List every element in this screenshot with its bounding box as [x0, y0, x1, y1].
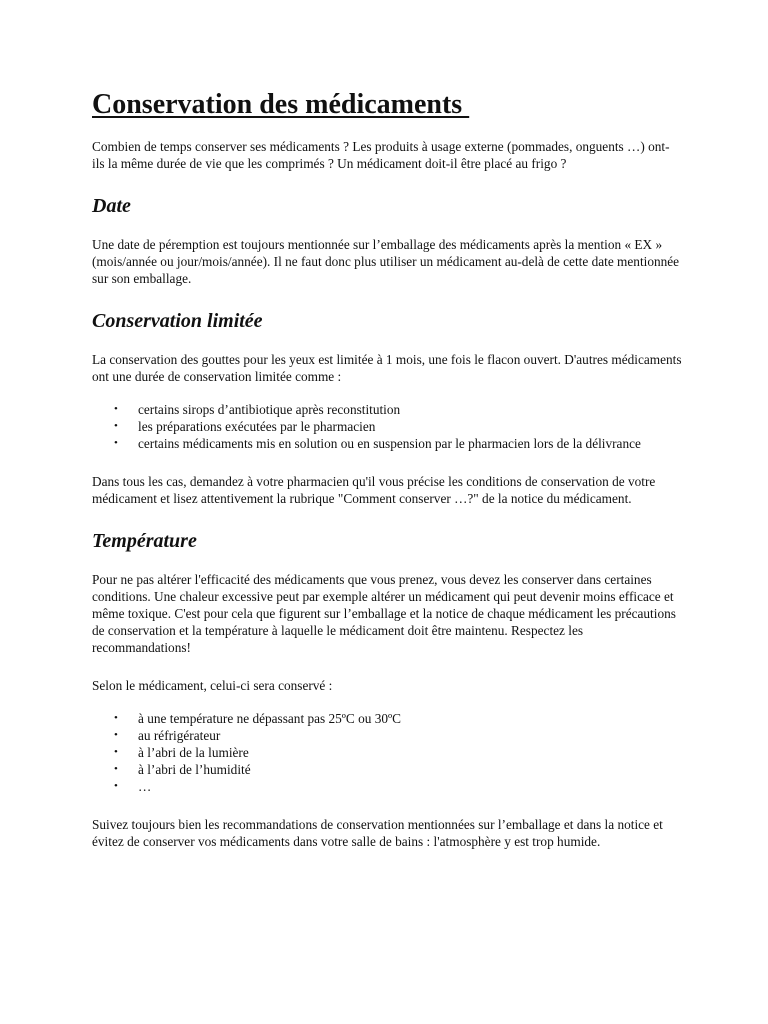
bullet-icon: • [114, 729, 118, 741]
document-page [92, 88, 682, 871]
list-item [114, 744, 682, 761]
list-item [114, 435, 682, 452]
intro-paragraph: Combien de temps conserver ses médicaments ? Les produits à usage externe (pommades, onguents …) ont-ils la même durée de vie que les comprimés ? Un médicament doit-il être placé au frigo ? [92, 139, 670, 171]
bullet-icon: • [114, 712, 118, 724]
bullet-icon: • [114, 420, 118, 432]
list-item-text: à une température ne dépassant pas 25ºC ou 30ºC [138, 711, 402, 726]
date-paragraph: Une date de péremption est toujours mentionnée sur l’emballage des médicaments après la mention « EX » (mois/année ou jour/mois/année). Il ne faut donc plus utiliser un médicament au-delà de cette date mentionnée sur son emballage. [92, 237, 680, 286]
temperature-paragraph-1: Pour ne pas altérer l'efficacité des médicaments que vous prenez, vous devez les conserver dans certaines conditions. Une chaleur excessive peut par exemple altérer un médicament qui peut devenir moins efficace et même toxique. C'est pour cela que figurent sur l’emballage et la notice de chaque médicament les précautions de conservation et la température à laquelle le médicament doit être maintenu. Respectez les recommandations! [92, 572, 676, 655]
list-item [114, 710, 682, 727]
list-item [114, 778, 682, 795]
list-item-text: … [138, 779, 152, 794]
list-item [114, 418, 682, 435]
bullet-icon: • [114, 780, 118, 792]
limitee-paragraph-1: La conservation des gouttes pour les yeux est limitée à 1 mois, une fois le flacon ouvert. D'autres médicaments ont une durée de conservation limitée comme : [92, 352, 682, 384]
temperature-bullet-list [92, 710, 682, 795]
limitee-paragraph-2: Dans tous les cas, demandez à votre pharmacien qu'il vous précise les conditions de conservation de votre médicament et lisez attentivement la rubrique "Comment conserver …?" de la notice du médicament. [92, 474, 656, 506]
temperature-paragraph-2: Selon le médicament, celui-ci sera conservé : [92, 678, 333, 693]
list-item-text: au réfrigérateur [138, 728, 221, 743]
section-heading-date: Date [92, 195, 131, 217]
temperature-paragraph-3: Suivez toujours bien les recommandations de conservation mentionnées sur l’emballage et dans la notice et évitez de conserver vos médicaments dans votre salle de bains : l'atmosphère y est trop humide. [92, 817, 663, 849]
section-heading-temperature: Température [92, 530, 197, 552]
bullet-icon: • [114, 403, 118, 415]
list-item [114, 761, 682, 778]
list-item-text: certains médicaments mis en solution ou en suspension par le pharmacien lors de la délivrance [138, 436, 641, 451]
limitee-bullet-list [92, 401, 682, 452]
section-heading-conservation-limitee: Conservation limitée [92, 310, 263, 332]
bullet-icon: • [114, 763, 118, 775]
list-item-text: à l’abri de l’humidité [138, 762, 251, 777]
list-item-text: les préparations exécutées par le pharmacien [138, 419, 376, 434]
page-title: Conservation des médicaments [92, 89, 470, 120]
list-item [114, 401, 682, 418]
list-item-text: à l’abri de la lumière [138, 745, 249, 760]
bullet-icon: • [114, 437, 118, 449]
bullet-icon: • [114, 746, 118, 758]
list-item-text: certains sirops d’antibiotique après reconstitution [138, 402, 401, 417]
list-item [114, 727, 682, 744]
